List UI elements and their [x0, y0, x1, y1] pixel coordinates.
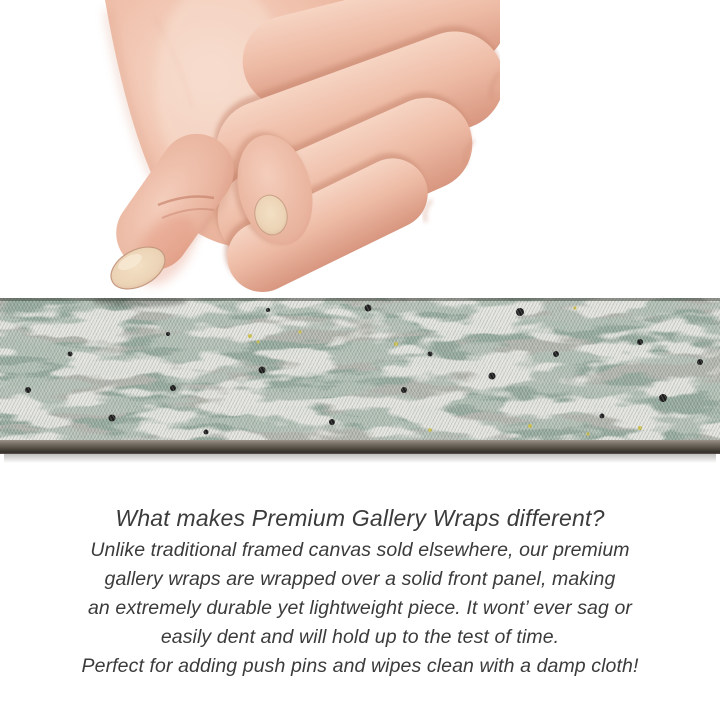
body-line: an extremely durable yet lightweight piece. It wont’ ever sag or [87, 597, 633, 619]
canvas-paint-texture [0, 298, 720, 440]
info-panel [0, 503, 720, 681]
canvas-strip [0, 298, 720, 454]
body-line: Unlike traditional framed canvas sold elsewhere, our premium [90, 539, 630, 561]
body-line: easily dent and will hold up to the test of time. [160, 626, 560, 648]
strip-drop-shadow [4, 454, 716, 463]
body-line: gallery wraps are wrapped over a solid front panel, making [104, 568, 616, 590]
hand-photo [60, 0, 500, 300]
strip-bottom-edge [0, 440, 720, 454]
hand-graphic [60, 0, 500, 300]
body-line: Perfect for adding push pins and wipes clean with a damp cloth! [81, 655, 639, 677]
section-heading: What makes Premium Gallery Wraps different? [115, 505, 605, 531]
